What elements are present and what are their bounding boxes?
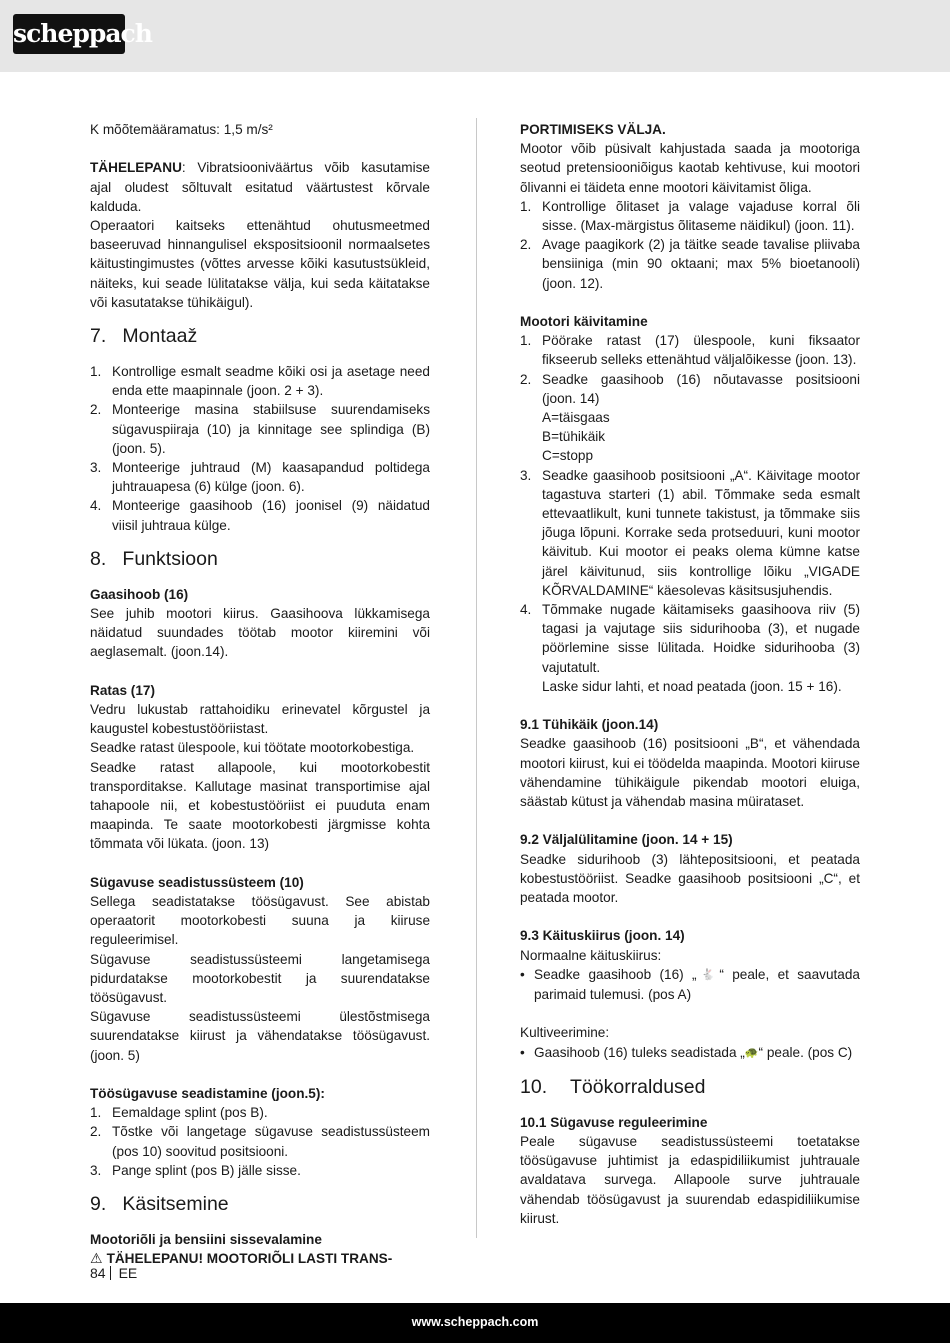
section-number: 10.: [520, 1075, 548, 1098]
header-bar: [0, 0, 950, 72]
cultivation-heading: Kultiveerimine:: [520, 1025, 610, 1041]
list-item: 2. Monteerige masina stabiilsuse suurendamiseks sügavuspiiraja (10) ja kinnitage see splindiga (B) (joon. 5).: [90, 402, 430, 456]
depth-adjust-text: Peale sügavuse seadistussüsteemi toetatakse töösügavuse juhtimist ja edaspidiliikumist juhtrauale avaldatava survega. Allapoole surve juhtrauale vähendab töösügavust ja suurendab edaspidiliikumise kiirust.: [520, 1134, 860, 1226]
oil-warning-continued: PORTIMISEKS VÄLJA.: [520, 122, 666, 137]
list-item: 4. Monteerige gaasihoob (16) joonisel (9) näidatud viisil juhtraua külge.: [90, 498, 430, 533]
list-item: 2. Avage paagikork (2) ja täitke seade tavalise pliivaba bensiiniga (min 90 oktaani; max 5% bioetanooli) (joon. 12).: [520, 237, 860, 291]
wheel-text: Vedru lukustab rattahoidiku erinevatel kõrgustel ja kaugustel kobestustööriistast.: [90, 702, 430, 737]
section-number: 7.: [90, 325, 107, 348]
wheel-text: Seadke ratast allapoole, kui mootorkobestit transporditakse. Kallutage masinat transportimise ajal tahapoole nii, et kobestustööriist ei puuduta enam maapinda. Te saate mootorkobesti järgmisse kohta tõmmata või lükata. (joon. 13): [90, 759, 430, 852]
section-title: Funktsioon: [122, 547, 218, 570]
list-item: 4. Tõmmake nugade käitamiseks gaasihoova riiv (5) tagasi ja vajutage siis sidurihooba (3), et nugade pöörlemine sisse lülitada. Hoidke sidurihooba (3) vajutatult. Laske sidur lahti, et noad peatada (joon. 15 + 16).: [520, 602, 860, 694]
warning-text: : Vibratsiooniväärtus võib kasutamise ajal oludest sõltuvalt esitatud väärtustest kõrvale kalduda.: [90, 160, 430, 214]
wheel-text: Seadke ratast ülespoole, kui töötate mootorkobestiga.: [90, 740, 415, 756]
list-item: 2. Seadke gaasihoob (16) nõutavasse positsiooni (joon. 14) A=täisgaas B=tühikäik C=stopp: [520, 371, 860, 464]
assembly-list: [90, 362, 430, 535]
engine-damage-text: Mootor võib püsivalt kahjustada saada ja mootoriga seotud pretensiooniõigus kaotab kehtivuse, kui mootori õlivanni ei täideta enne mootori käivitamist õliga.: [520, 141, 860, 195]
language-code: EE: [118, 1265, 138, 1281]
right-column: [520, 120, 860, 1228]
warning-label: TÄHELEPANU: [90, 160, 182, 176]
speed-list: [520, 965, 860, 1004]
section-8-heading: [90, 547, 430, 571]
warning-triangle-icon: ⚠: [90, 1250, 103, 1267]
depth-system-text: Sellega seadistatakse töösügavust. See abistab operaatorit mootorkobesti suuna ja kiiruse reguleerimisel.: [90, 894, 430, 948]
idle-text: Seadke gaasihoob (16) positsiooni „B“, et vähendada mootori kiirust, kui ei töödelda maapinda. Mootori kiiruse vähendamine tühikäigule pikendab mootori eluiga, säästab kütust ja vähendab masina müirataset.: [520, 736, 860, 810]
section-10-heading: [520, 1075, 860, 1099]
oil-fuel-heading: Mootoriõli ja bensiini sissevalamine: [90, 1232, 322, 1248]
list-item: 3. Monteerige juhtraud (M) kaasapandud poltidega juhtrauapesa (6) külge (joon. 6).: [90, 460, 430, 495]
website-link[interactable]: www.scheppach.com: [411, 1315, 539, 1329]
section-title: Montaaž: [122, 325, 198, 348]
cultivation-list: [520, 1043, 860, 1063]
turtle-icon: 🐢: [744, 1046, 759, 1059]
wheel-heading: Ratas (17): [90, 682, 155, 698]
engine-start-list: [520, 331, 860, 696]
oil-warning-text: TÄHELEPANU! MOOTORIÕLI LASTI TRANS-: [106, 1251, 393, 1267]
page-number: [90, 1265, 137, 1281]
fuel-list: [520, 197, 860, 293]
engine-start-heading: Mootori käivitamine: [520, 314, 648, 330]
operating-speed-heading: 9.3 Käituskiirus (joon. 14): [520, 928, 685, 944]
safety-measures-text: Operaatori kaitseks ettenähtud ohutusmeetmed baseeruvad hinnangulisel ekspositsioonil normaalsetes käitustingimustes (võttes arvesse kõiki kasutustsükleid, näiteks, kui seade lülitatakse välja, kui seda käitatakse või kasutatakse tühikäigul).: [90, 218, 430, 310]
throttle-text: See juhib mootori kiirus. Gaasihoova lükkamisega näidatud suundades töötab mootor kiiremini või aeglasemalt. (joon.14).: [90, 606, 430, 660]
section-7-heading: [90, 324, 430, 348]
depth-system-heading: Sügavuse seadistussüsteem (10): [90, 874, 304, 890]
section-number: 8.: [90, 547, 107, 570]
idle-heading: 9.1 Tühikäik (joon.14): [520, 717, 659, 733]
working-depth-list: [90, 1103, 430, 1180]
hare-icon: 🐇: [696, 968, 720, 981]
uncertainty-text: K mõõtemääramatus: 1,5 m/s²: [90, 122, 273, 137]
list-item: 3. Pange splint (pos B) jälle sisse.: [90, 1162, 301, 1178]
footer-bar: [0, 1303, 950, 1343]
operating-speed-text: Normaalne käituskiirus:: [520, 947, 662, 963]
page-number-value: 84: [90, 1265, 106, 1281]
section-9-heading: [90, 1192, 430, 1216]
depth-system-text: Sügavuse seadistussüsteemi ülestõstmisega suurendatakse kiirust ja vähendatakse töösügavust. (joon. 5): [90, 1009, 430, 1063]
section-number: 9.: [90, 1193, 107, 1216]
list-item: 1. Eemaldage splint (pos B).: [90, 1105, 268, 1121]
throttle-heading: Gaasihoob (16): [90, 586, 189, 602]
shutdown-text: Seadke sidurihoob (3) lähtepositsiooni, et peatada kobestustööriist. Seadke gaasihoob positsiooni „C“, et peatada mootor.: [520, 851, 860, 906]
scheppach-logo: scheppach: [13, 14, 125, 54]
column-divider: [476, 118, 477, 1238]
section-title: Käsitsemine: [122, 1193, 229, 1216]
list-item: 1. Kontrollige esmalt seadme kõiki osi ja asetage need enda ette maapinnale (joon. 2 + 3).: [90, 364, 430, 399]
oil-warning: [90, 1249, 430, 1268]
left-column: [90, 120, 430, 1269]
section-title: Töökorraldused: [570, 1075, 706, 1098]
list-item: 2. Tõstke või langetage sügavuse seadistussüsteem (pos 10) soovitud positsiooni.: [90, 1124, 430, 1159]
working-depth-heading: Töösügavuse seadistamine (joon.5):: [90, 1086, 325, 1102]
list-item: • Seadke gaasihoob (16) „🐇“ peale, et saavutada parimaid tulemusi. (pos A): [520, 966, 860, 1003]
list-item: 1. Pöörake ratast (17) ülespoole, kuni fiksaator fikseerub selleks ettenähtud väljalõikesse (joon. 13).: [520, 333, 860, 368]
list-item: 1. Kontrollige õlitaset ja valage vajaduse korral õli sisse. (Max-märgistus õlitaseme näidikul) (joon. 11).: [520, 198, 860, 234]
list-item: 3. Seadke gaasihoob positsiooni „A“. Käivitage mootor tagastuva starteri (1) abil. Tõmmake seda esmalt ettevaatlikult, kuni tunnete takistust, ja tõmmake siis jõuga lõpuni. Korrake seda protseduuri, kuni mootor käivitub. Kui mootor ei peaks olema kümne katse järel käivitunud, siis kontrollige lõiku „VIGADE KÕRVALDAMINE“ käesolevas käsitsusjuhendis.: [520, 467, 860, 598]
depth-system-text: Sügavuse seadistussüsteemi langetamisega pidurdatakse mootorkobestit ja suurendatakse töösügavust.: [90, 951, 430, 1006]
depth-adjust-heading: 10.1 Sügavuse reguleerimine: [520, 1114, 708, 1130]
list-item: • Gaasihoob (16) tuleks seadistada „🐢“ peale. (pos C): [520, 1044, 853, 1060]
vibration-warning: [90, 158, 430, 216]
shutdown-heading: 9.2 Väljalülitamine (joon. 14 + 15): [520, 832, 733, 848]
